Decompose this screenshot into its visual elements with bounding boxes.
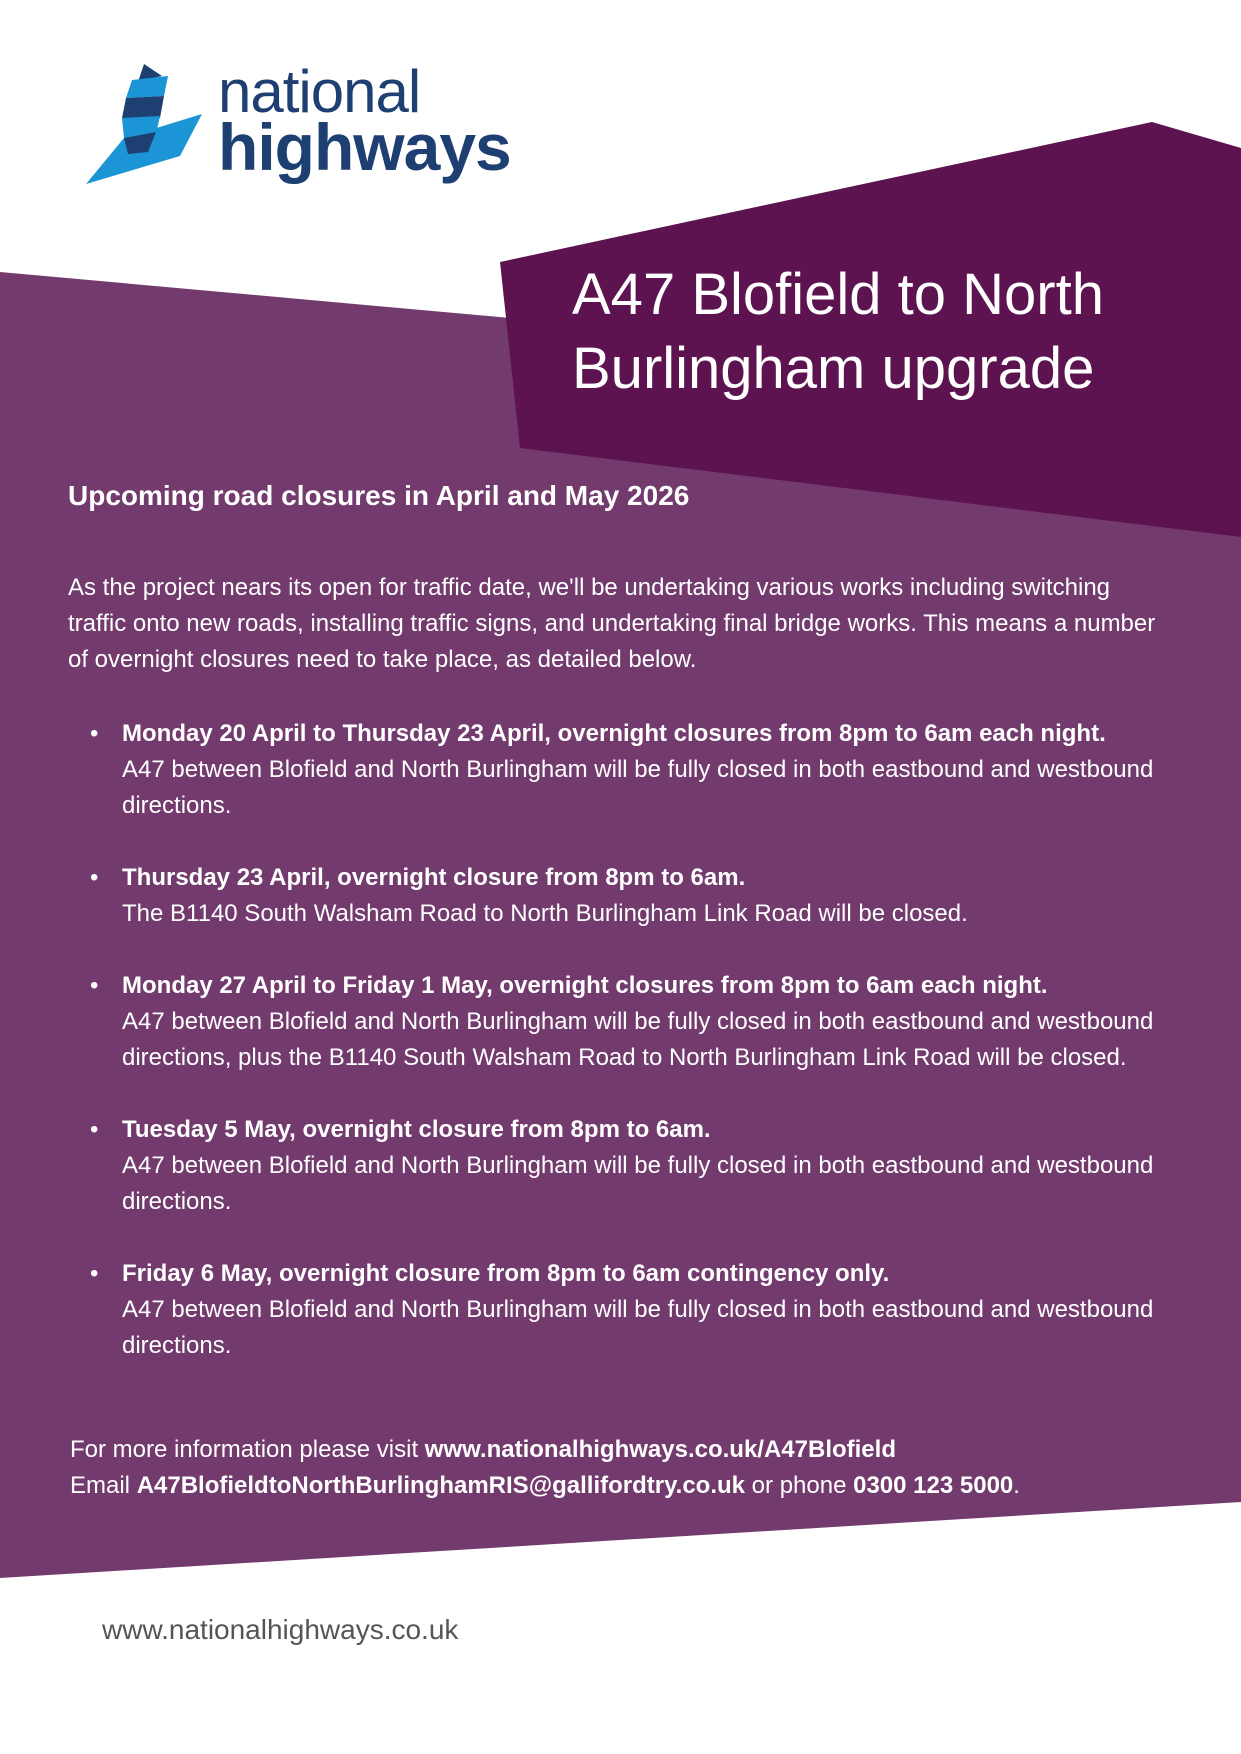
closure-detail: A47 between Blofield and North Burlingham will be fully closed in both eastbound and westbound directions. xyxy=(122,1152,1154,1215)
logo-word-highways: highways xyxy=(218,110,511,184)
email-link[interactable]: A47BlofieldtoNorthBurlinghamRIS@gallifordtry.co.uk xyxy=(136,1472,746,1499)
section-heading: Upcoming road closures in April and May 2026 xyxy=(68,480,690,511)
closure-item xyxy=(68,1112,1178,1220)
phone-prefix: or phone xyxy=(745,1472,854,1499)
bullet: • xyxy=(90,1260,99,1287)
closure-heading: Friday 6 May, overnight closure from 8pm to 6am contingency only. xyxy=(122,1260,890,1287)
closure-detail: The B1140 South Walsham Road to North Burlingham Link Road will be closed. xyxy=(122,900,968,927)
email-prefix: Email xyxy=(70,1472,137,1499)
closure-heading: Monday 27 April to Friday 1 May, overnight closures from 8pm to 6am each night. xyxy=(122,972,1048,999)
bullet: • xyxy=(90,972,99,999)
closure-heading: Tuesday 5 May, overnight closure from 8pm to 6am. xyxy=(122,1116,711,1143)
closure-detail: A47 between Blofield and North Burlingham will be fully closed in both eastbound and westbound directions, plus the B1140 South Walsham Road to North Burlingham Link Road will be closed. xyxy=(122,1008,1154,1071)
bullet: • xyxy=(90,1116,99,1143)
closure-heading: Monday 20 April to Thursday 23 April, overnight closures from 8pm to 6am each night. xyxy=(122,720,1106,747)
closure-item xyxy=(68,716,1178,824)
closure-detail: A47 between Blofield and North Burlingham will be fully closed in both eastbound and westbound directions. xyxy=(122,756,1154,819)
page-title: A47 Blofield to North Burlingham upgrade xyxy=(572,262,1104,401)
footer-website-link[interactable]: www.nationalhighways.co.uk xyxy=(102,1614,459,1645)
closure-heading: Thursday 23 April, overnight closure from 8pm to 6am. xyxy=(122,864,746,891)
closure-item xyxy=(68,968,1178,1076)
project-website-link[interactable]: www.nationalhighways.co.uk/A47Blofield xyxy=(424,1436,896,1463)
logo-word-national: national xyxy=(218,58,421,125)
closure-detail: A47 between Blofield and North Burlingham will be fully closed in both eastbound and westbound directions. xyxy=(122,1296,1154,1359)
sentence-end: . xyxy=(1013,1472,1020,1499)
closure-item xyxy=(68,1256,1178,1364)
closures-list xyxy=(68,716,1178,1400)
bullet: • xyxy=(90,720,99,747)
email-phone-line xyxy=(70,1468,1170,1504)
closure-item xyxy=(68,860,1178,932)
intro-paragraph: As the project nears its open for traffic date, we'll be undertaking various works including switching traffic onto new roads, installing traffic signs, and undertaking final bridge works. This means a number of overnight closures need to take place, as detailed below. xyxy=(68,574,1156,673)
logo-mark-icon xyxy=(86,62,210,188)
phone-number[interactable]: 0300 123 5000 xyxy=(853,1472,1014,1499)
bullet: • xyxy=(90,864,99,891)
visit-prefix: For more information please visit xyxy=(70,1436,425,1463)
website-line xyxy=(70,1432,1170,1468)
contact-info xyxy=(70,1432,1170,1504)
national-highways-logo xyxy=(86,58,511,188)
